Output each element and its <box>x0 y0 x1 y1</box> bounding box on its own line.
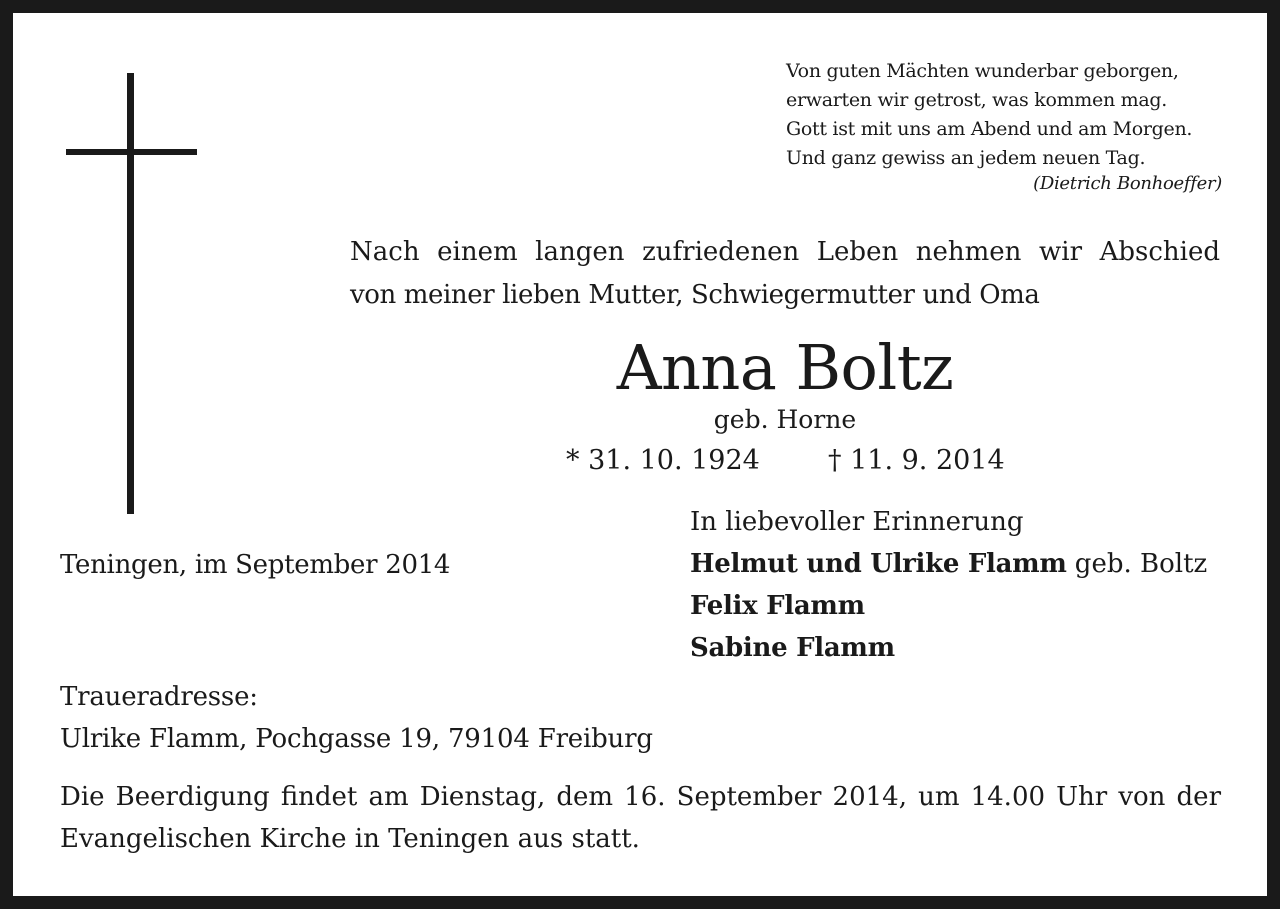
poem-line: Von guten Mächten wunderbar geborgen, <box>786 60 1179 82</box>
family-signature <box>690 501 1207 669</box>
funeral-line: Evangelischen Kirche in Teningen aus statt. <box>60 824 640 854</box>
family-member-suffix: geb. Boltz <box>1066 549 1208 579</box>
address-label: Traueradresse: <box>60 682 258 712</box>
family-member <box>690 585 1207 627</box>
intro-text <box>350 231 1220 317</box>
family-member-name: Helmut und Ulrike Flamm <box>690 549 1067 579</box>
birth-date: * 31. 10. 1924 <box>566 445 760 476</box>
place-date: Teningen, im September 2014 <box>60 550 451 580</box>
family-member-name: Felix Flamm <box>690 591 865 621</box>
family-member-name: Sabine Flamm <box>690 633 895 663</box>
obituary-card <box>13 13 1267 896</box>
funeral-notice <box>60 776 1221 860</box>
intro-line: Nach einem langen zufriedenen Leben nehmen wir Abschied <box>350 237 1220 267</box>
poem-line: erwarten wir getrost, was kommen mag. <box>786 89 1167 111</box>
mourning-address <box>60 676 653 760</box>
funeral-line: Die Beerdigung findet am Dienstag, dem 16. September 2014, um 14.00 Uhr von der <box>60 782 1221 812</box>
deceased-name: Anna Boltz <box>616 331 954 404</box>
poem-line: Und ganz gewiss an jedem neuen Tag. <box>786 147 1146 169</box>
poem-author: (Dietrich Bonhoeffer) <box>1033 173 1222 194</box>
maiden-name: geb. Horne <box>713 405 857 434</box>
cross-icon <box>66 73 197 514</box>
intro-line: von meiner lieben Mutter, Schwiegermutter und Oma <box>350 280 1040 310</box>
poem-quote <box>786 57 1222 197</box>
family-member <box>690 543 1207 585</box>
family-heading: In liebevoller Erinnerung <box>690 507 1024 537</box>
poem-line: Gott ist mit uns am Abend und am Morgen. <box>786 118 1193 140</box>
address-value: Ulrike Flamm, Pochgasse 19, 79104 Freiburg <box>60 724 653 754</box>
family-member <box>690 627 1207 669</box>
death-date: † 11. 9. 2014 <box>828 445 1005 476</box>
